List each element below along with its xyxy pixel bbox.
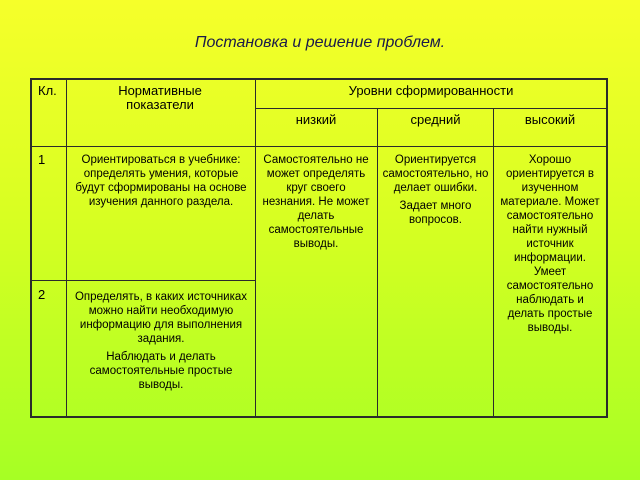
header-level-low: низкий	[295, 112, 337, 127]
header-norms: Нормативные показатели	[118, 83, 202, 112]
table-border-top	[30, 78, 608, 80]
header-levels: Уровни сформированности	[348, 83, 514, 98]
row2-norm	[72, 290, 250, 392]
mid-level-part1: Ориентируется самостоятельно, но делает ошибки.	[382, 154, 489, 194]
col-divider-3	[377, 108, 378, 418]
high-level-text: Хорошо ориентируется в изученном материале. Может самостоятельно найти нужный источник информации. Умеет самостоятельно наблюдать и делать простые выводы.	[500, 154, 600, 334]
row-divider-header	[31, 146, 607, 147]
header-level-high: высокий	[524, 112, 576, 127]
mid-level-part2: Задает много вопросов.	[399, 200, 472, 226]
row1-class: 1	[38, 152, 46, 167]
row1-norm: Ориентироваться в учебнике: определять умения, которые будут сформированы на основе изучения данного раздела.	[75, 154, 247, 208]
row2-norm-part2: Наблюдать и делать самостоятельные простые выводы.	[89, 351, 233, 391]
table-border-right	[606, 78, 608, 418]
col-divider-2	[255, 78, 256, 418]
row2-class: 2	[38, 287, 46, 302]
row-divider-class	[31, 280, 256, 281]
table-border-bottom	[30, 416, 608, 418]
col-divider-4	[493, 108, 494, 418]
low-level-text: Самостоятельно не может определять круг своего незнания. Не может делать самостоятельные выводы.	[262, 154, 370, 250]
mid-level-text	[382, 153, 489, 227]
slide-title: Постановка и решение проблем.	[194, 34, 446, 51]
col-divider-1	[66, 78, 67, 418]
table-border-left	[30, 78, 32, 418]
header-class: Кл.	[38, 83, 57, 98]
row2-norm-part1: Определять, в каких источниках можно найти необходимую информацию для выполнения задания.	[74, 291, 248, 345]
header-level-mid: средний	[410, 112, 461, 127]
row-divider-levels	[255, 108, 607, 109]
